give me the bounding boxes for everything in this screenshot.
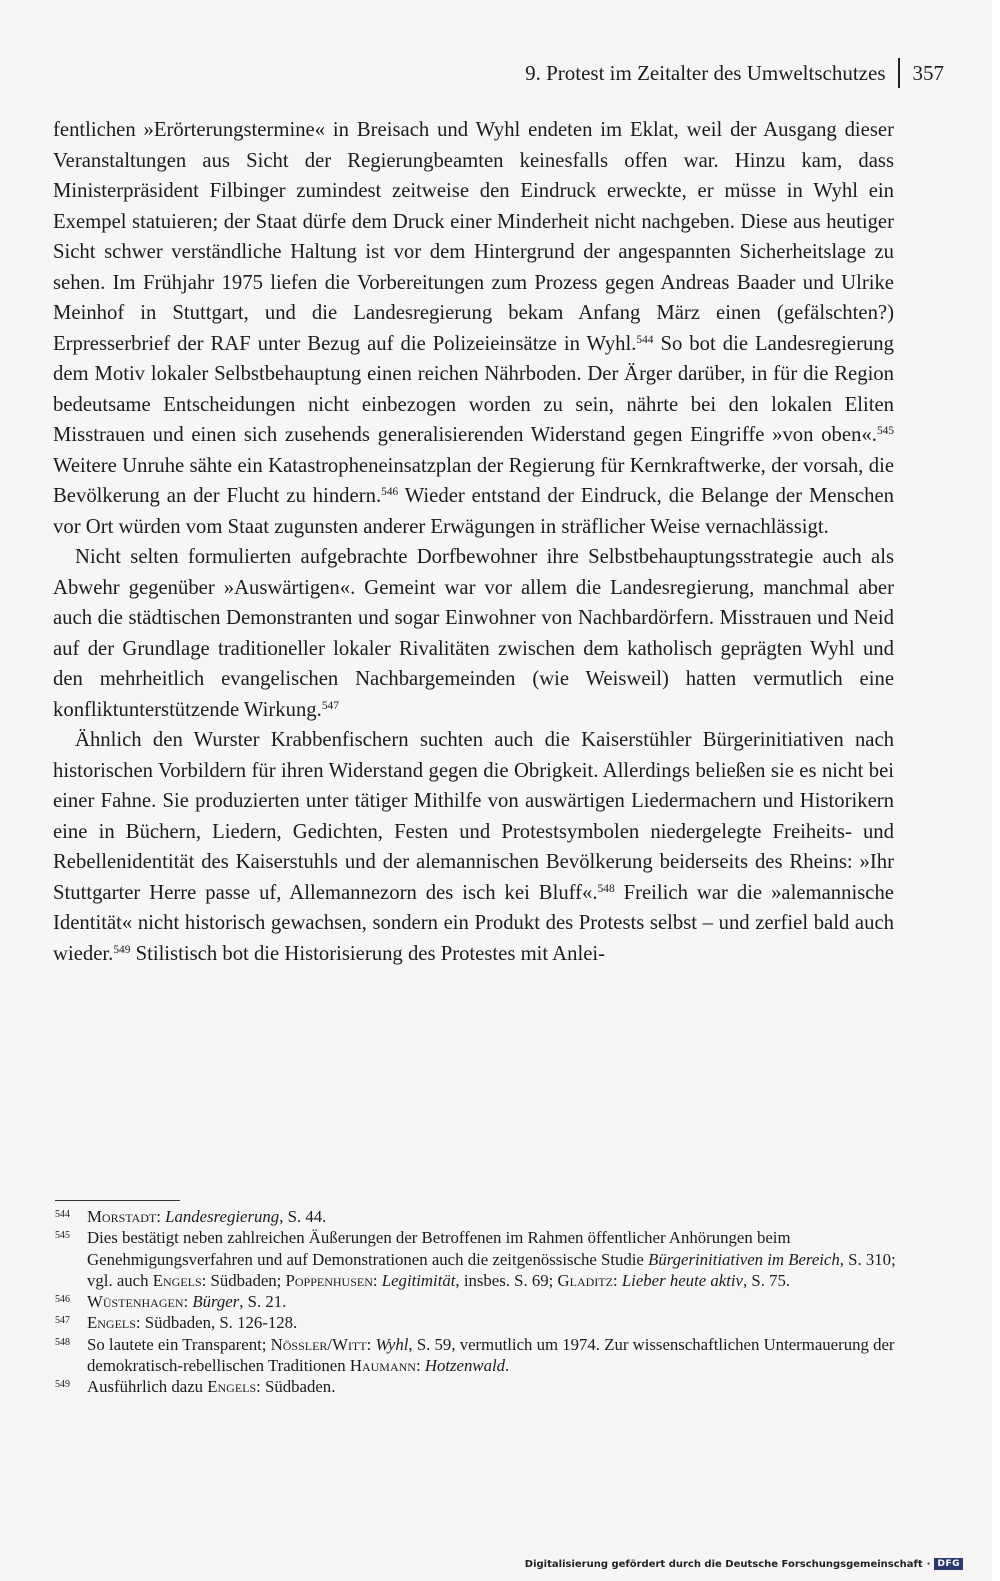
page-number: 357 bbox=[912, 60, 944, 85]
footnote bbox=[55, 1334, 900, 1377]
header-divider bbox=[898, 58, 900, 88]
paragraph-3: Ähnlich den Wurster Krabbenfischern suchten auch die Kaiserstühler Bürgerinitiativen nach historischen Vorbildern für ihren Widerstand gegen die Obrigkeit. Allerdings beließen sie es nicht bei einer Fahne. Sie produzierten unter tätiger Mithilfe von auswärtigen Liedermachern und Historikern eine in Büchern, Liedern, Gedichten, Festen und Protestsymbolen niedergelegte Freiheits- und Rebellenidentität des Kaiserstuhls und der alemannischen Bevölkerung beiderseits des Rheins: »Ihr Stuttgarter Herre passe uf, Allemannezorn des isch kei Bluff«.$^{548}$ Freilich war die »alemannische Identität« nicht historisch gewachsen, sondern ein Produkt des Protests selbst – und zerfiel bald auch wieder.$^{549}$ Stilistisch bot die Historisierung des Protestes mit Anlei- bbox=[53, 729, 894, 965]
footnote-ref[interactable]: 546 bbox=[381, 485, 399, 498]
footnote-number: 546 bbox=[55, 1294, 70, 1306]
footnote-separator bbox=[55, 1200, 180, 1201]
footnote-text: Engels: Südbaden, S. 126-128. bbox=[87, 1313, 298, 1333]
footnote-text: Dies bestätigt neben zahlreichen Äußerungen der Betroffenen im Rahmen öffentlicher Anhörungen beim Genehmigungsverfahren und auf Demonstrationen auch die zeitgenössische Studie Bürgerinitiativen im Bereich, S. 310; vgl. auch Engels: Südbaden; Poppenhusen: Legitimität, insbes. S. 69; Gladitz: Lieber heute aktiv, S. 75. bbox=[87, 1228, 896, 1290]
footnote bbox=[55, 1291, 900, 1312]
footnote bbox=[55, 1312, 900, 1333]
footnote-number: 545 bbox=[55, 1230, 70, 1242]
footnotes bbox=[55, 1206, 900, 1398]
footnote-ref[interactable]: 548 bbox=[597, 882, 615, 895]
running-head bbox=[525, 56, 944, 90]
footnote-number: 544 bbox=[55, 1209, 70, 1220]
chapter-title: 9. Protest im Zeitalter des Umweltschutzes bbox=[525, 60, 886, 85]
footnote-number: 549 bbox=[55, 1379, 70, 1391]
footnote bbox=[55, 1227, 900, 1291]
footnote-number: 548 bbox=[55, 1336, 70, 1348]
footnote-ref[interactable]: 549 bbox=[113, 943, 131, 956]
paragraph-1: fentlichen »Erörterungstermine« in Breisach und Wyhl endeten im Eklat, weil der Ausgang dieser Veranstaltungen aus Sicht der Regierungbeamten keinesfalls offen war. Hinzu kam, dass Ministerpräsident Filbinger zumindest zeitweise den Eindruck erweckte, er müsse in Wyhl ein Exempel statuieren; der Staat dürfe dem Druck einer Minderheit nicht nachgeben. Diese aus heutiger Sicht schwer verständliche Haltung ist vor dem Hintergrund der angespannten Sicherheitslage zu sehen. Im Frühjahr 1975 liefen die Vorbereitungen zum Prozess gegen Andreas Baader und Ulrike Meinhof in Stuttgart, und die Landesregierung bekam Anfang März einen (gefälschten?) Erpresserbrief der RAF unter Bezug auf die Polizeieinsätze in Wyhl.$^{544}$ So bot die Landesregierung dem Motiv lokaler Selbstbehauptung einen reichen Nährboden. Der Ärger darüber, in für die Region bedeutsame Entscheidungen nicht einbezogen worden zu sein, nährte bei den lokalen Eliten Misstrauen und einen sich zusehends generalisierenden Widerstand gegen Eingriffe »von oben«.$^{545}$ Weitere Unruhe sähte ein Katastropheneinsatzplan der Regierung für Kernkraftwerke, der vorsah, die Bevölkerung an der Flucht zu hindern.$^{546}$ Wieder entstand der Eindruck, die Belange der Menschen vor Ort würden vom Staat zugunsten anderer Erwägungen in sträflicher Weise vernachlässigt. bbox=[53, 119, 894, 538]
footnote-ref[interactable]: 545 bbox=[876, 424, 894, 437]
footnote-ref[interactable]: 547 bbox=[321, 699, 339, 712]
footnote-ref[interactable]: 544 bbox=[636, 333, 654, 346]
credit-text: Digitalisierung gefördert durch die Deutsche Forschungsgemeinschaft bbox=[524, 1558, 923, 1570]
footnote bbox=[55, 1376, 900, 1397]
footnote-number: 547 bbox=[55, 1315, 70, 1327]
footnote-text: So lautete ein Transparent; Nössler/Witt: Wyhl, S. 59, vermutlich um 1974. Zur wissenschaftlichen Untermauerung der demokratisch-rebellischen Traditionen Haumann: Hotzenwald. bbox=[87, 1334, 895, 1376]
footnote-text: Wüstenhagen: Bürger, S. 21. bbox=[87, 1292, 287, 1312]
footnote-text: Ausführlich dazu Engels: Südbaden. bbox=[87, 1377, 336, 1397]
footnote-text: Morstadt: Landesregierung, S. 44. bbox=[87, 1207, 327, 1226]
footnote bbox=[55, 1206, 900, 1227]
dfg-logo-icon: DFG bbox=[934, 1558, 963, 1570]
digitization-credit: Digitalisierung gefördert durch die Deutsche Forschungsgemeinschaft · DFG bbox=[525, 1556, 963, 1572]
paragraph-2: Nicht selten formulierten aufgebrachte Dorfbewohner ihre Selbstbehauptungsstrategie auch als Abwehr gegenüber »Auswärtigen«. Gemeint war vor allem die Landesregierung, manchmal aber auch die städtischen Demonstranten und sogar Einwohner von Nachbardörfern. Misstrauen und Neid auf der Grundlage traditioneller lokaler Rivalitäten zwischen dem katholisch geprägten Wyhl und den mehrheitlich evangelischen Nachbargemeinden (wie Weisweil) hatten vermutlich eine konfliktunterstützende Wirkung.$^{547}$ bbox=[53, 546, 894, 721]
body-text bbox=[53, 115, 894, 969]
page-edge bbox=[992, 0, 1000, 1581]
